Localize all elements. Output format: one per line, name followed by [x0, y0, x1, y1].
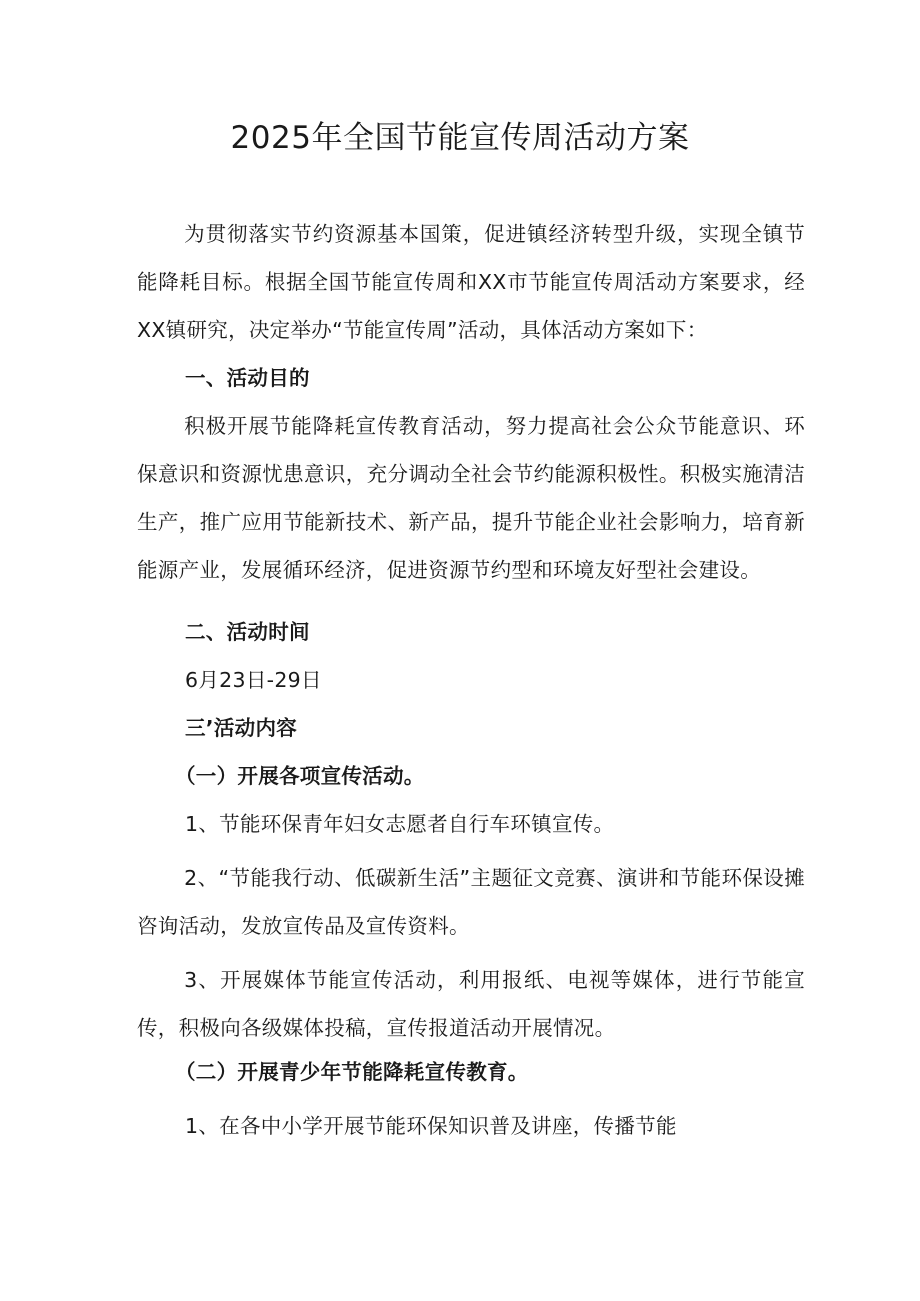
subsection-2-item-1: 1、在各中小学开展节能环保知识普及讲座，传播节能 [185, 1114, 677, 1138]
subsection-1-heading: （一）开展各项宣传活动。 [175, 764, 425, 788]
document-body [137, 210, 805, 1150]
section-1-paragraph: 积极开展节能降耗宣传教育活动，努力提高社会公众节能意识、环保意识和资源忧患意识，充分调动全社会节约能源积极性。积极实施清洁生产，推广应用节能新技术、新产品，提升节能企业社会影响力，培育新能源产业，发展循环经济，促进资源节约型和环境友好型社会建设。 [137, 414, 805, 582]
subsection-2-heading: （二）开展青少年节能降耗宣传教育。 [175, 1060, 529, 1084]
section-2-heading: 二、活动时间 [185, 620, 310, 644]
section-3-heading: 三’活动内容 [185, 716, 298, 740]
document-title: 2025年全国节能宣传周活动方案 [230, 120, 690, 156]
section-2-time: 6月23日-29日 [185, 668, 322, 692]
section-1-heading: 一、活动目的 [185, 366, 310, 390]
subsection-1-item-2: 2、“节能我行动、低碳新生活”主题征文竞赛、演讲和节能环保设摊咨询活动，发放宣传品及宣传资料。 [137, 866, 805, 938]
subsection-1-item-3: 3、开展媒体节能宣传活动，利用报纸、电视等媒体，进行节能宣传，积极向各级媒体投稿，宣传报道活动开展情况。 [137, 968, 805, 1040]
intro-paragraph: 为贯彻落实节约资源基本国策，促进镇经济转型升级，实现全镇节能降耗目标。根据全国节能宣传周和XX市节能宣传周活动方案要求，经XX镇研究，决定举办“节能宣传周”活动，具体活动方案如下： [137, 222, 805, 342]
subsection-1-item-1: 1、节能环保青年妇女志愿者自行车环镇宣传。 [185, 812, 615, 836]
